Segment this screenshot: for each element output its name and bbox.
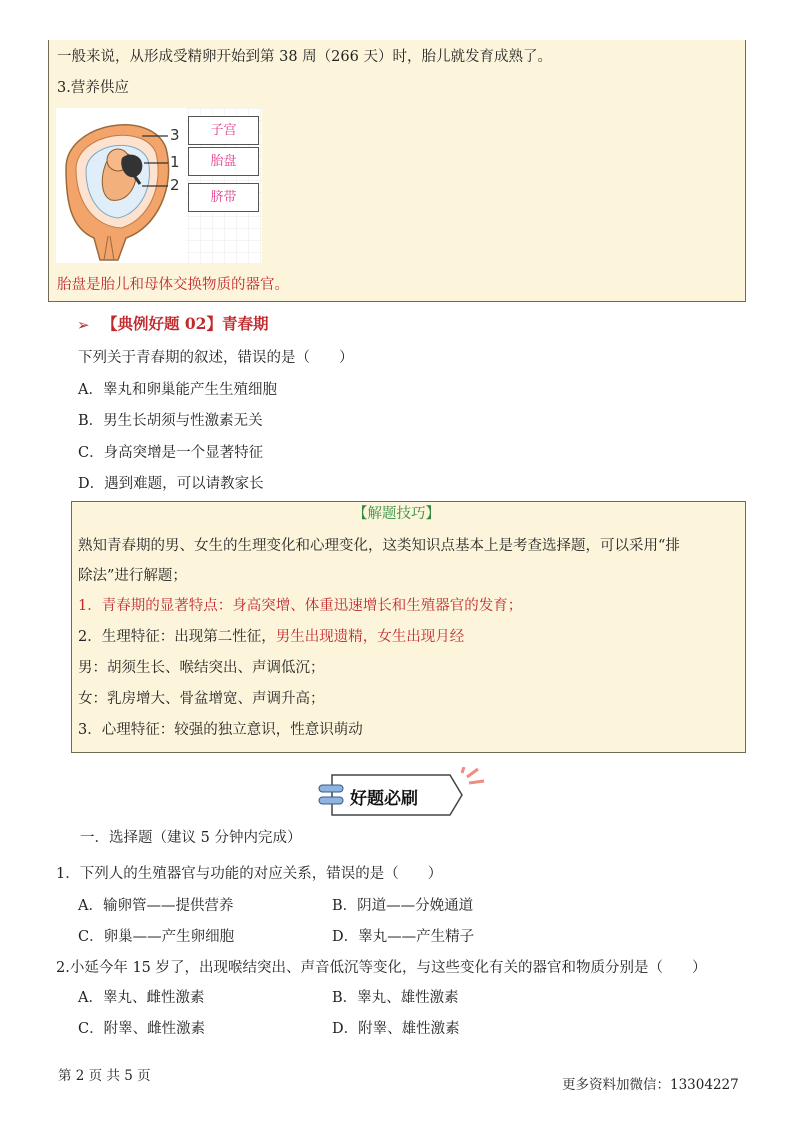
q1-option-a: A．输卵管——提供营养 (78, 898, 234, 914)
nutrition-heading: 3.营养供应 (57, 80, 129, 96)
q1-stem: 1．下列人的生殖器官与功能的对应关系，错误的是（ ） (56, 866, 443, 882)
tips-header: 【解题技巧】 (353, 506, 440, 522)
example-title: 【典例好题 02】青春期 (102, 314, 269, 333)
page-number: 第 2 页 共 5 页 (58, 1068, 151, 1084)
example-option-a: A．睾丸和卵巢能产生生殖细胞 (78, 382, 277, 398)
section-title: 一．选择题（建议 5 分钟内完成） (80, 830, 302, 846)
arrow-bullet-icon: ➢ (77, 316, 90, 334)
label-number-2: 2 (170, 176, 180, 194)
example-option-c: C．身高突增是一个显著特征 (78, 445, 264, 461)
section-badge (312, 767, 490, 823)
label-number-1: 1 (170, 153, 180, 171)
development-text: 一般来说，从形成受精卵开始到第 38 周（266 天）时，胎儿就发育成熟了。 (57, 49, 552, 65)
q2-option-b: B．睾丸、雄性激素 (332, 990, 459, 1006)
example-option-b: B．男生长胡须与性激素无关 (78, 413, 263, 429)
section-badge-text: 好题必刷 (350, 789, 418, 809)
tips-female: 女：乳房增大、骨盆增宽、声调升高； (78, 691, 325, 707)
umbilical-cord-label: 脐带 (188, 183, 259, 212)
q1-option-d: D．睾丸——产生精子 (332, 929, 475, 945)
example-option-d: D．遇到难题，可以请教家长 (78, 476, 264, 492)
q1-option-b: B．阴道——分娩通道 (332, 898, 474, 914)
label-number-3: 3 (170, 126, 180, 144)
q2-option-d: D．附睾、雄性激素 (332, 1021, 460, 1037)
uterus-label: 子宫 (188, 116, 259, 145)
tips-point-2 (78, 627, 464, 647)
q2-option-a: A．睾丸、雌性激素 (78, 990, 205, 1006)
tips-point-2-prefix: 2．生理特征：出现第二性征， (78, 629, 276, 645)
example-question: 下列关于青春期的叙述，错误的是（ ） (78, 350, 354, 366)
q2-option-c: C．附睾、雌性激素 (78, 1021, 206, 1037)
placenta-conclusion: 胎盘是胎儿和母体交换物质的器官。 (57, 277, 289, 293)
q1-option-c: C．卵巢——产生卵细胞 (78, 929, 235, 945)
placenta-label: 胎盘 (188, 147, 259, 176)
q2-stem: 2.小延今年 15 岁了，出现喉结突出、声音低沉等变化，与这些变化有关的器官和物质分别是（ ） (56, 960, 707, 976)
tips-line-1: 熟知青春期的男、女生的生理变化和心理变化，这类知识点基本上是考查选择题，可以采用“排 (78, 538, 680, 554)
tips-point-1: 1．青春期的显著特点：身高突增、体重迅速增长和生殖器官的发育； (78, 598, 523, 614)
uterus-figure (56, 108, 262, 263)
tips-point-3: 3．心理特征：较强的独立意识，性意识萌动 (78, 722, 363, 738)
tips-point-2-highlight: 男生出现遗精，女生出现月经 (275, 629, 465, 645)
tips-male: 男：胡须生长、喉结突出、声调低沉； (78, 660, 325, 676)
contact-info: 更多资料加微信：13304227 (562, 1077, 739, 1093)
tips-line-2: 除法”进行解题； (78, 568, 187, 584)
